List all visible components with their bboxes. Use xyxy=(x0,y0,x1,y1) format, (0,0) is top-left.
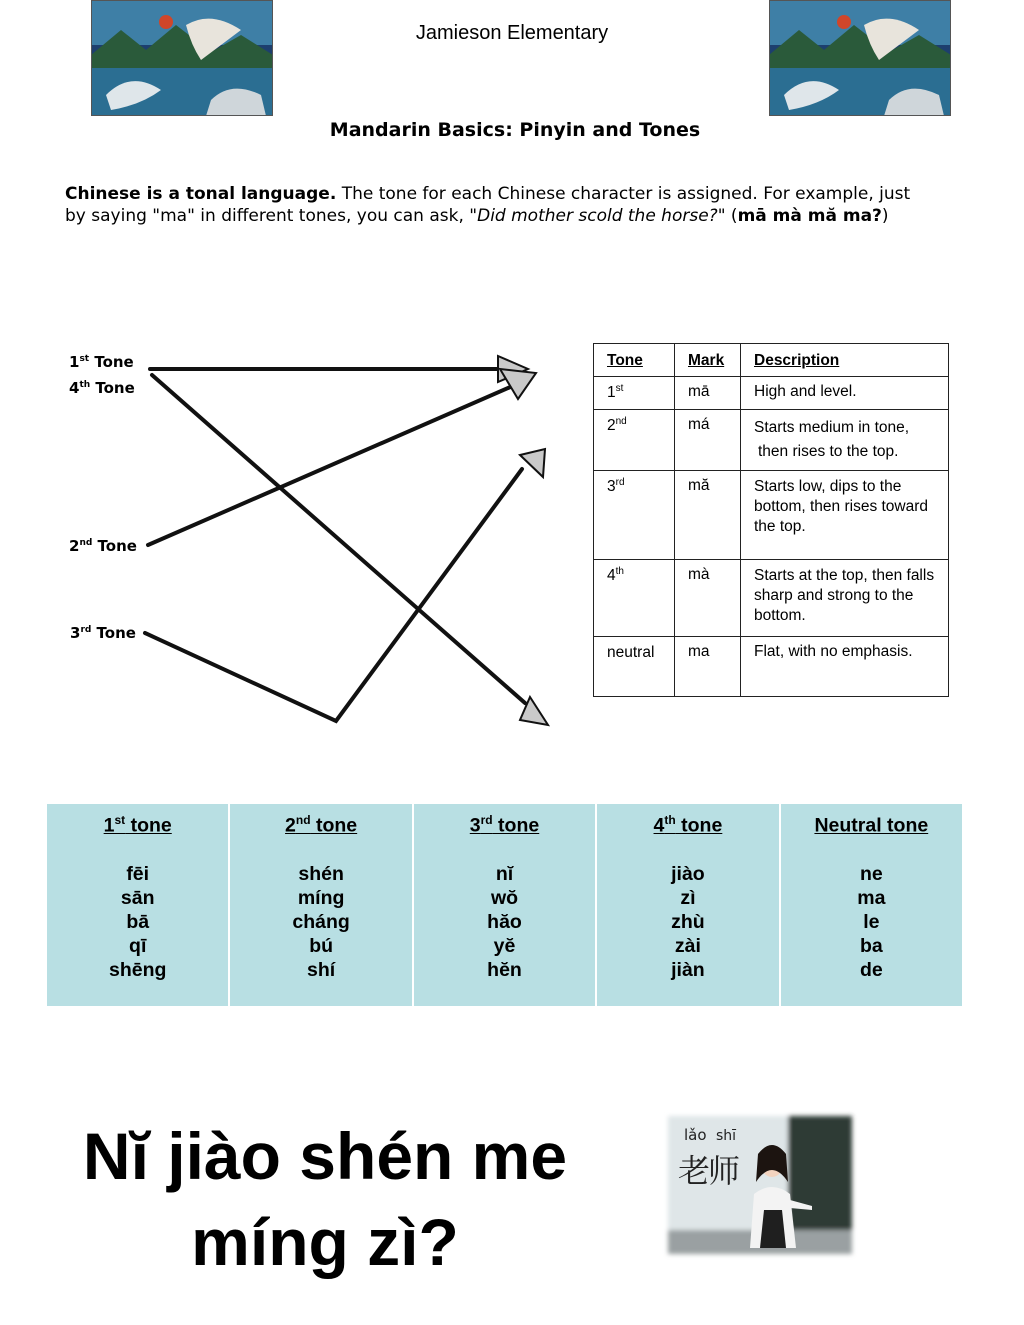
tone3-arrow-line xyxy=(145,469,522,721)
header-painting-right xyxy=(769,0,951,116)
intro-pinyin: mā mà mă ma? xyxy=(737,206,882,226)
mark-cell: mă xyxy=(675,471,741,560)
example-column-header: 4th tone xyxy=(653,813,723,837)
example-words-table xyxy=(47,804,962,1006)
example-word: jiàn xyxy=(671,958,705,981)
photo-characters: 老师 xyxy=(678,1152,739,1190)
col-header-description: Description xyxy=(741,344,949,377)
example-column-header: 1st tone xyxy=(103,813,172,837)
header-painting-left xyxy=(91,0,273,116)
example-word: bā xyxy=(126,910,150,933)
description-cell: Starts low, dips to the bottom, then rises toward the top. xyxy=(741,471,949,560)
intro-open-paren: ( xyxy=(725,206,738,226)
photo-pinyin-shi: shī xyxy=(716,1128,737,1144)
example-word: sān xyxy=(120,886,155,909)
diagram-label-tone2: 2nd Tone xyxy=(69,537,137,555)
description-cell: High and level. xyxy=(741,377,949,410)
tone-cell: 4th xyxy=(594,560,675,637)
table-header-row xyxy=(594,344,949,377)
tone-cell: neutral xyxy=(594,637,675,697)
example-word: cháng xyxy=(292,910,350,933)
example-word: qī xyxy=(129,934,147,957)
tone-cell: 2nd xyxy=(594,410,675,471)
example-word: bú xyxy=(309,934,334,957)
table-row xyxy=(594,377,949,410)
col-header-mark: Mark xyxy=(675,344,741,377)
school-name: Jamieson Elementary xyxy=(415,22,609,44)
question-line-1: Nĭ jiào shén me xyxy=(82,1119,568,1193)
col-header-tone: Tone xyxy=(594,344,675,377)
example-column-header: 3rd tone xyxy=(469,813,540,837)
intro-example: "Did mother scold the horse?" xyxy=(469,206,726,226)
example-column-neutral xyxy=(781,804,962,1006)
intro-text: The tone for each Chinese character is assigned. For example, just by saying "ma" in different tones, you can ask, xyxy=(65,184,911,226)
example-column-tone3 xyxy=(414,804,597,1006)
table-row xyxy=(594,410,949,471)
description-cell: Starts at the top, then falls sharp and strong to the bottom. xyxy=(741,560,949,637)
tone-cell: 1st xyxy=(594,377,675,410)
example-word: shén xyxy=(298,862,344,885)
example-word: nĭ xyxy=(495,862,514,885)
tone3-arrowhead xyxy=(520,449,545,477)
example-word: fēi xyxy=(126,862,150,885)
big-question xyxy=(40,1113,610,1285)
example-column-header: 2nd tone xyxy=(285,813,358,837)
diagram-label-tone3: 3rd Tone xyxy=(70,624,136,642)
example-word: shēng xyxy=(108,958,167,981)
mark-cell: ma xyxy=(675,637,741,697)
example-word: hĕn xyxy=(487,958,522,981)
tone-cell: 3rd xyxy=(594,471,675,560)
table-row xyxy=(594,471,949,560)
question-line-2: míng zì? xyxy=(191,1205,459,1279)
intro-paragraph xyxy=(65,183,925,227)
tone-reference-table xyxy=(593,343,949,697)
description-cell: Starts medium in tone, then rises to the top. xyxy=(741,410,949,471)
example-word: shí xyxy=(307,958,336,981)
description-cell: Flat, with no emphasis. xyxy=(741,637,949,697)
example-word: de xyxy=(859,958,883,981)
example-word: jiào xyxy=(671,862,705,885)
example-column-tone2 xyxy=(230,804,413,1006)
example-word: le xyxy=(863,910,880,933)
example-word: zhù xyxy=(671,910,705,933)
teacher-photo xyxy=(662,1110,858,1260)
example-column-tone1 xyxy=(47,804,230,1006)
example-word: yĕ xyxy=(493,934,516,957)
example-column-header: Neutral tone xyxy=(814,814,929,837)
example-word: hăo xyxy=(487,910,522,933)
table-row xyxy=(594,560,949,637)
diagram-label-tone4: 4th Tone xyxy=(69,379,135,397)
tone-diagram xyxy=(60,345,560,735)
example-word: wŏ xyxy=(490,886,519,909)
tone2-arrow-line xyxy=(148,385,515,545)
example-word: ba xyxy=(859,934,883,957)
example-word: míng xyxy=(297,886,345,909)
example-column-tone4 xyxy=(597,804,780,1006)
intro-lead: Chinese is a tonal language. xyxy=(65,184,337,204)
example-word: zì xyxy=(680,886,696,909)
example-word: zài xyxy=(674,934,701,957)
document-title: Mandarin Basics: Pinyin and Tones xyxy=(329,119,701,141)
mark-cell: má xyxy=(675,410,741,471)
example-word: ne xyxy=(859,862,883,885)
mark-cell: mà xyxy=(675,560,741,637)
tone2-arrowhead xyxy=(500,369,536,399)
diagram-label-tone1: 1st Tone xyxy=(69,353,134,371)
table-row xyxy=(594,637,949,697)
mark-cell: mā xyxy=(675,377,741,410)
example-word: ma xyxy=(857,886,886,909)
intro-close-paren: ) xyxy=(881,206,889,226)
photo-pinyin-lao: lǎo xyxy=(684,1126,707,1144)
